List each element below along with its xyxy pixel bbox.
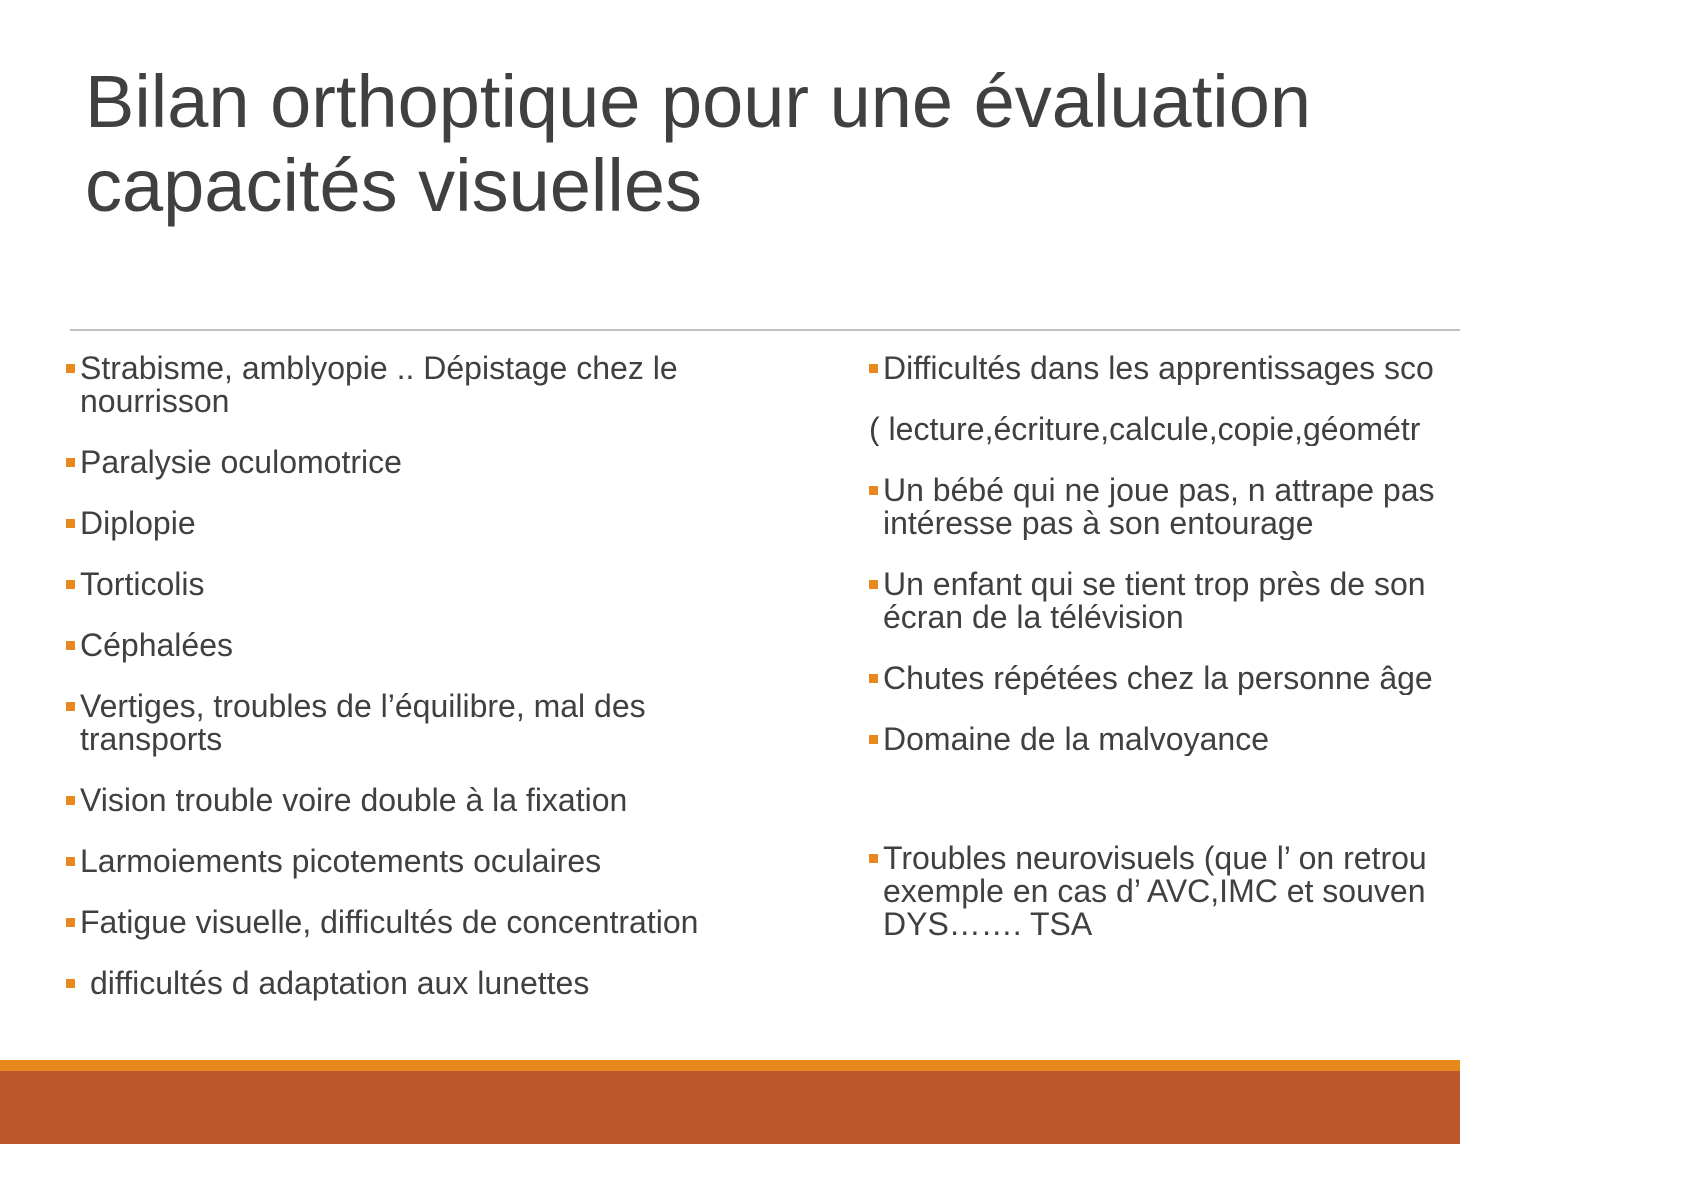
list-item: [869, 568, 1460, 634]
bullet-square-icon: [869, 364, 878, 373]
item-text: transports: [80, 721, 223, 757]
list-item: [66, 845, 866, 878]
left-bullet-list: [66, 352, 866, 1028]
list-item: [66, 446, 866, 479]
title-line-1: Bilan orthoptique pour une évaluation: [85, 60, 1312, 143]
bullet-square-icon: [66, 364, 75, 373]
bullet-square-icon: [869, 735, 878, 744]
item-text: ( lecture,écriture,calcule,copie,géométr: [869, 413, 1421, 446]
bullet-square-icon: [66, 702, 75, 711]
bullet-square-icon: [66, 641, 75, 650]
list-item: [66, 629, 866, 662]
bullet-square-icon: [869, 580, 878, 589]
list-item: [869, 352, 1460, 385]
list-item: [66, 507, 866, 540]
bullet-square-icon: [66, 796, 75, 805]
list-item: [869, 842, 1460, 941]
item-text: Vision trouble voire double à la fixation: [80, 782, 628, 818]
item-text: Diplopie: [80, 505, 196, 541]
title-divider: [70, 329, 1460, 331]
bullet-square-icon: [869, 486, 878, 495]
item-text: Un enfant qui se tient trop près de son: [883, 568, 1426, 602]
item-text: Paralysie oculomotrice: [80, 444, 402, 480]
item-text: Chutes répétées chez la personne âge: [883, 662, 1433, 695]
title-line-2: capacités visuelles: [85, 144, 702, 227]
list-item: [869, 474, 1460, 540]
footer-band-orange: [0, 1060, 1460, 1071]
bullet-square-icon: [66, 519, 75, 528]
slide-title: [85, 60, 1445, 228]
item-text: Vertiges, troubles de l’équilibre, mal des: [80, 688, 646, 724]
item-text: Fatigue visuelle, difficultés de concentration: [80, 904, 699, 940]
bullet-square-icon: [869, 854, 878, 863]
item-text: intéresse pas à son entourage: [883, 505, 1314, 540]
item-text: DYS……. TSA: [883, 906, 1093, 941]
item-text: Domaine de la malvoyance: [883, 723, 1269, 756]
item-text: nourrisson: [80, 383, 230, 419]
bullet-square-icon: [869, 674, 878, 683]
list-item: [66, 906, 866, 939]
item-text: Difficultés dans les apprentissages sco: [883, 352, 1434, 385]
list-item: [869, 413, 1460, 446]
item-text: Céphalées: [80, 627, 233, 663]
bullet-square-icon: [66, 580, 75, 589]
item-text: Troubles neurovisuels (que l’ on retrou: [883, 842, 1427, 876]
item-text: Un bébé qui ne joue pas, n attrape pas: [883, 474, 1435, 508]
list-item: [66, 967, 866, 1000]
list-item: [869, 723, 1460, 756]
list-item: [869, 662, 1460, 695]
bullet-square-icon: [66, 979, 75, 988]
item-text: Strabisme, amblyopie .. Dépistage chez le: [80, 350, 678, 386]
bullet-square-icon: [66, 458, 75, 467]
list-item: [66, 352, 866, 418]
item-text: Torticolis: [80, 566, 205, 602]
item-text: difficultés d adaptation aux lunettes: [90, 965, 590, 1001]
item-text: Larmoiements picotements oculaires: [80, 843, 602, 879]
list-item: [66, 784, 866, 817]
bullet-square-icon: [66, 918, 75, 927]
item-text: écran de la télévision: [883, 599, 1184, 634]
list-item: [66, 690, 866, 756]
list-item: [66, 568, 866, 601]
right-bullet-list: [869, 352, 1460, 969]
bullet-square-icon: [66, 857, 75, 866]
item-text: exemple en cas d’ AVC,IMC et souven: [883, 873, 1426, 909]
footer-band-rust: [0, 1071, 1460, 1144]
